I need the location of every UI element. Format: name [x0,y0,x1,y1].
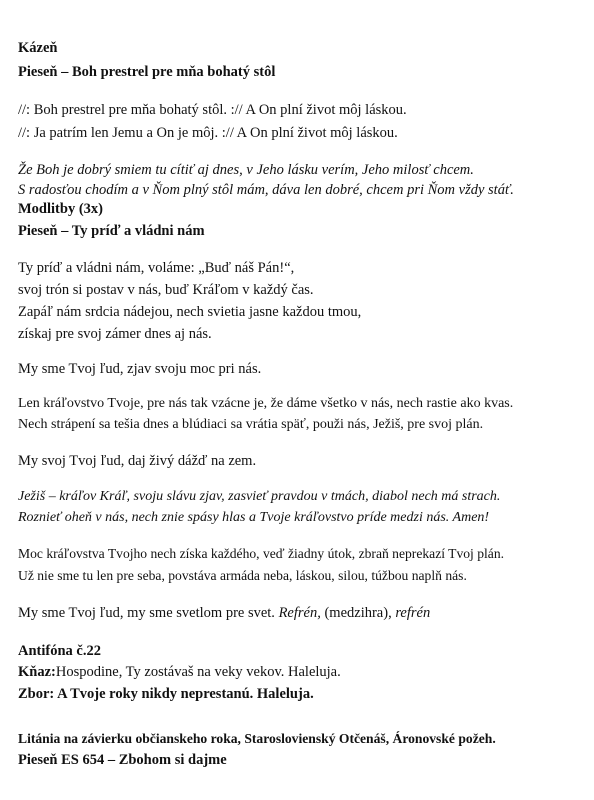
song1-italic-line-1: Že Boh je dobrý smiem tu cítiť aj dnes, v Jeho lásku verím, Jeho milosť chcem. [18,162,474,178]
closing-song: Pieseň ES 654 – Zbohom si dajme [18,752,227,768]
song1-title: Pieseň – Boh prestrel pre mňa bohatý stôl [18,64,276,80]
final-line-refren: Refrén, [278,605,321,621]
final-line-interlude: (medzihra), [320,605,396,621]
refrain-line-2: My svoj Tvoj ľud, daj živý dážď na zem. [18,453,257,469]
final-refrain-line [18,604,430,622]
song1-line-2: //: Ja patrím len Jemu a On je môj. :// A On plní život môj láskou. [18,125,398,141]
kazen-heading: Kázeň [18,40,58,56]
knaz-text: Hospodine, Ty zostávaš na veky vekov. Haleluja. [55,664,341,680]
stanza3-italic-line-1: Ježiš – kráľov Kráľ, svoju slávu zjav, zasvieť pravdou v tmách, diabol nech má strach. [18,489,501,504]
stanza2-line-1: Len kráľovstvo Tvoje, pre nás tak vzácne je, že dáme všetko v nás, nech rastie ako kvas. [18,396,514,411]
refrain-line-1: My sme Tvoj ľud, zjav svoju moc pri nás. [18,361,262,377]
knaz-label: Kňaz: [18,664,56,680]
song1-line-1: //: Boh prestrel pre mňa bohatý stôl. :// A On plní život môj láskou. [18,102,407,118]
stanza1-line-3: Zapáľ nám srdcia nádejou, nech svietia jasne každou tmou, [18,304,362,320]
song1-italic-line-2: S radosťou chodím a v Ňom plný stôl mám, dáva len dobré, chcem pri Ňom vždy stáť. [18,182,514,198]
modlitby-heading: Modlitby (3x) [18,201,103,217]
stanza2-line-2: Nech strápení sa tešia dnes a blúdiaci sa vrátia späť, použi nás, Ježiš, pre svoj plán. [18,417,484,432]
stanza4-line-2: Už nie sme tu len pre seba, povstáva armáda neba, láskou, silou, túžbou naplň nás. [18,568,467,583]
song2-title: Pieseň – Ty príď a vládni nám [18,223,205,239]
stanza1-line-4: získaj pre svoj zámer dnes aj nás. [18,326,212,342]
stanza1-line-1: Ty príď a vládni nám, voláme: „Buď náš Pán!“, [18,260,295,276]
stanza4-line-1: Moc kráľovstva Tvojho nech získa každého, veď žiadny útok, zbraň neprekazí Tvoj plán. [18,546,505,561]
zbor-line: Zbor: A Tvoje roky nikdy neprestanú. Haleluja. [18,686,314,702]
stanza1-line-2: svoj trón si postav v nás, buď Kráľom v každý čas. [18,282,314,298]
final-line-refren-2: refrén [395,605,431,621]
stanza3-italic-line-2: Roznieť oheň v nás, nech znie spásy hlas a Tvoje kráľovstvo príde medzi nás. Amen! [18,510,490,525]
antifona-heading: Antifóna č.22 [18,643,101,659]
litania-line: Litánia na závierku občianskeho roka, Staroslovienský Otčenáš, Áronovské požeh. [18,731,496,746]
final-line-text: My sme Tvoj ľud, my sme svetlom pre svet. [18,605,279,621]
knaz-line [18,663,341,681]
